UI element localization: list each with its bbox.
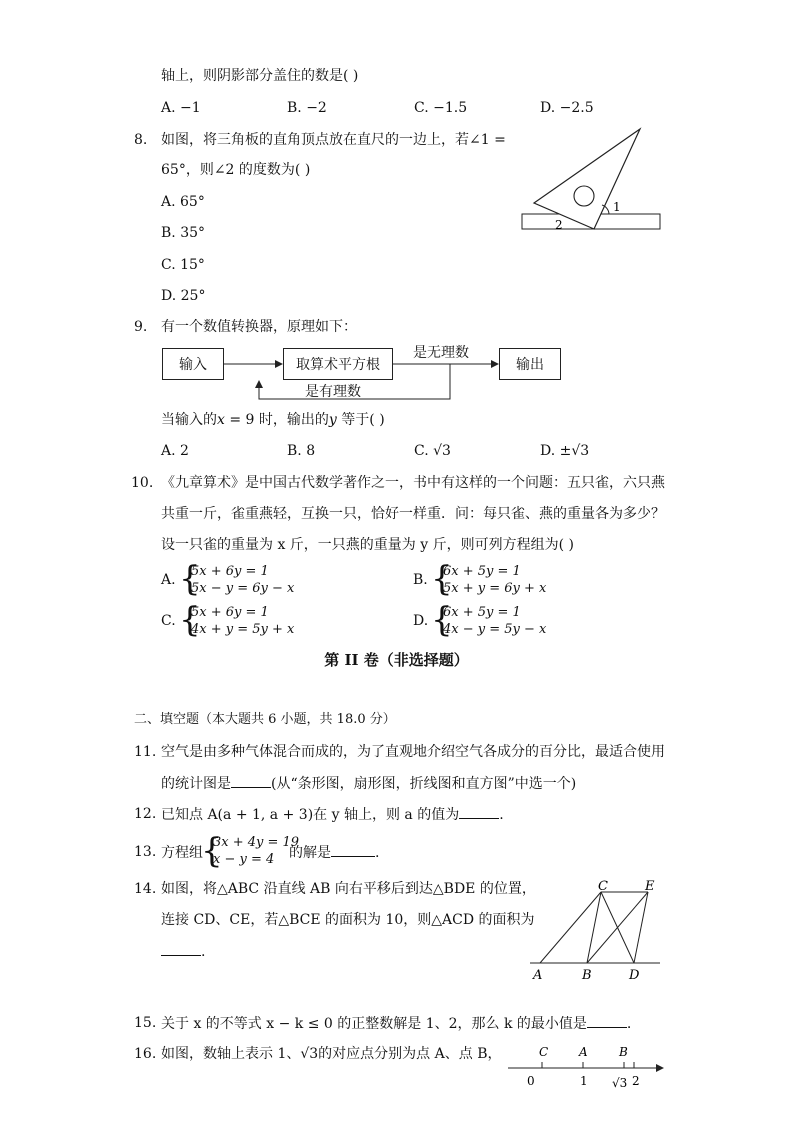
q9-option-a[interactable]: A. 2 bbox=[161, 443, 189, 459]
flow-output-label: 输出 bbox=[516, 357, 544, 373]
q10-line2: 共重一斤，雀重燕轻，互换一只，恰好一样重．问：每只雀、燕的重量各为多少？ bbox=[161, 506, 665, 522]
q7-option-d[interactable]: D. −2.5 bbox=[540, 100, 594, 116]
q14-line3: . bbox=[161, 941, 205, 962]
q15-answer-blank[interactable] bbox=[587, 1013, 627, 1028]
q14-line1: 如图，将△ABC 沿直线 AB 向右平移后到达△BDE 的位置， bbox=[161, 881, 536, 897]
q13-answer-blank[interactable] bbox=[331, 842, 375, 857]
flow-irrational-label: 是无理数 bbox=[413, 345, 469, 361]
q8-line1: 如图，将三角板的直角顶点放在直尺的一边上，若∠1 = bbox=[161, 132, 506, 148]
q10-number: 10. bbox=[131, 475, 154, 491]
q7-option-b[interactable]: B. −2 bbox=[287, 100, 327, 116]
q9-option-d[interactable]: D. ±√3 bbox=[540, 443, 590, 459]
q9-stem: 有一个数值转换器，原理如下： bbox=[161, 319, 357, 335]
section2-title: 二、填空题（本大题共 6 小题，共 18.0 分） bbox=[134, 712, 396, 727]
q16-number: 16. bbox=[134, 1046, 157, 1062]
svg-text:A: A bbox=[533, 968, 543, 983]
svg-text:B: B bbox=[619, 1045, 628, 1059]
svg-text:C: C bbox=[598, 879, 608, 894]
svg-text:A: A bbox=[579, 1045, 588, 1059]
q11-answer-blank[interactable] bbox=[231, 773, 271, 788]
q14-line2: 连接 CD、CE，若△BCE 的面积为 10，则△ACD 的面积为 bbox=[161, 912, 535, 928]
q11-line2: 的统计图是 (从“条形图，扇形图，折线图和直方图”中选一个) bbox=[161, 773, 576, 794]
q8-option-a[interactable]: A. 65° bbox=[161, 194, 205, 210]
q12-answer-blank[interactable] bbox=[459, 804, 499, 819]
q14-translation-figure bbox=[528, 878, 662, 984]
q8-line2: 65°，则∠2 的度数为( ) bbox=[161, 162, 311, 178]
q11-number: 11. bbox=[134, 744, 157, 760]
q14-answer-blank[interactable] bbox=[161, 941, 201, 956]
svg-text:√3: √3 bbox=[612, 1076, 628, 1090]
q13-text: 方程组 { 3x + 4y = 19 x − y = 4 的解是 . bbox=[161, 831, 380, 871]
q7-option-c[interactable]: C. −1.5 bbox=[414, 100, 468, 116]
svg-text:C: C bbox=[539, 1045, 549, 1059]
part2-title: 第 II 卷（非选择题） bbox=[324, 651, 469, 669]
svg-text:0: 0 bbox=[527, 1074, 535, 1088]
q15-text: 关于 x 的不等式 x − k ≤ 0 的正整数解是 1、2，那么 k 的最小值是 . bbox=[161, 1013, 631, 1034]
q9-number: 9. bbox=[134, 319, 148, 335]
q9-question: 当输入的x = 9 时，输出的y 等于( ) bbox=[161, 412, 385, 428]
q10-line3: 设一只雀的重量为 x 斤，一只燕的重量为 y 斤，则可列方程组为( ) bbox=[161, 537, 574, 553]
svg-text:D: D bbox=[629, 968, 640, 983]
q10-option-b[interactable]: B. { 6x + 5y = 1 5x + y = 6y + x bbox=[413, 559, 547, 599]
q14-number: 14. bbox=[134, 881, 157, 897]
q8-option-d[interactable]: D. 25° bbox=[161, 288, 206, 304]
q10-option-a[interactable]: A. { 5x + 6y = 1 5x − y = 6y − x bbox=[161, 559, 295, 599]
q16-number-line bbox=[506, 1040, 666, 1096]
q8-option-b[interactable]: B. 35° bbox=[161, 225, 206, 241]
q9-option-c[interactable]: C. √3 bbox=[414, 443, 451, 459]
flow-process-label: 取算术平方根 bbox=[296, 357, 380, 373]
svg-text:E: E bbox=[645, 879, 655, 894]
flow-rational-label: 是有理数 bbox=[305, 384, 361, 400]
q8-number: 8. bbox=[134, 132, 148, 148]
q10-option-c[interactable]: C. { 5x + 6y = 1 4x + y = 5y + x bbox=[161, 600, 295, 640]
flow-arrows bbox=[0, 0, 793, 420]
q15-number: 15. bbox=[134, 1015, 157, 1031]
q12-text: 已知点 A(a + 1, a + 3)在 y 轴上，则 a 的值为 . bbox=[161, 804, 504, 825]
q13-number: 13. bbox=[134, 844, 157, 860]
q11-line1: 空气是由多种气体混合而成的，为了直观地介绍空气各成分的百分比，最适合使用 bbox=[161, 744, 665, 760]
q8-option-c[interactable]: C. 15° bbox=[161, 257, 205, 273]
q7-stem-tail: 轴上，则阴影部分盖住的数是( ) bbox=[161, 68, 359, 84]
svg-text:2: 2 bbox=[632, 1074, 640, 1088]
q12-number: 12. bbox=[134, 806, 157, 822]
flow-input-label: 输入 bbox=[179, 357, 207, 373]
q10-line1: 《九章算术》是中国古代数学著作之一，书中有这样的一个问题：五只雀，六只燕 bbox=[161, 475, 665, 491]
angle1-label: 1 bbox=[613, 200, 621, 214]
q9-option-b[interactable]: B. 8 bbox=[287, 443, 316, 459]
svg-text:B: B bbox=[582, 968, 592, 983]
svg-text:1: 1 bbox=[580, 1074, 588, 1088]
q16-line1: 如图，数轴上表示 1、√3的对应点分别为点 A、点 B， bbox=[161, 1046, 502, 1062]
q10-option-d[interactable]: D. { 6x + 5y = 1 4x − y = 5y − x bbox=[413, 600, 547, 640]
angle2-label: 2 bbox=[555, 218, 563, 232]
q7-option-a[interactable]: A. −1 bbox=[161, 100, 201, 116]
